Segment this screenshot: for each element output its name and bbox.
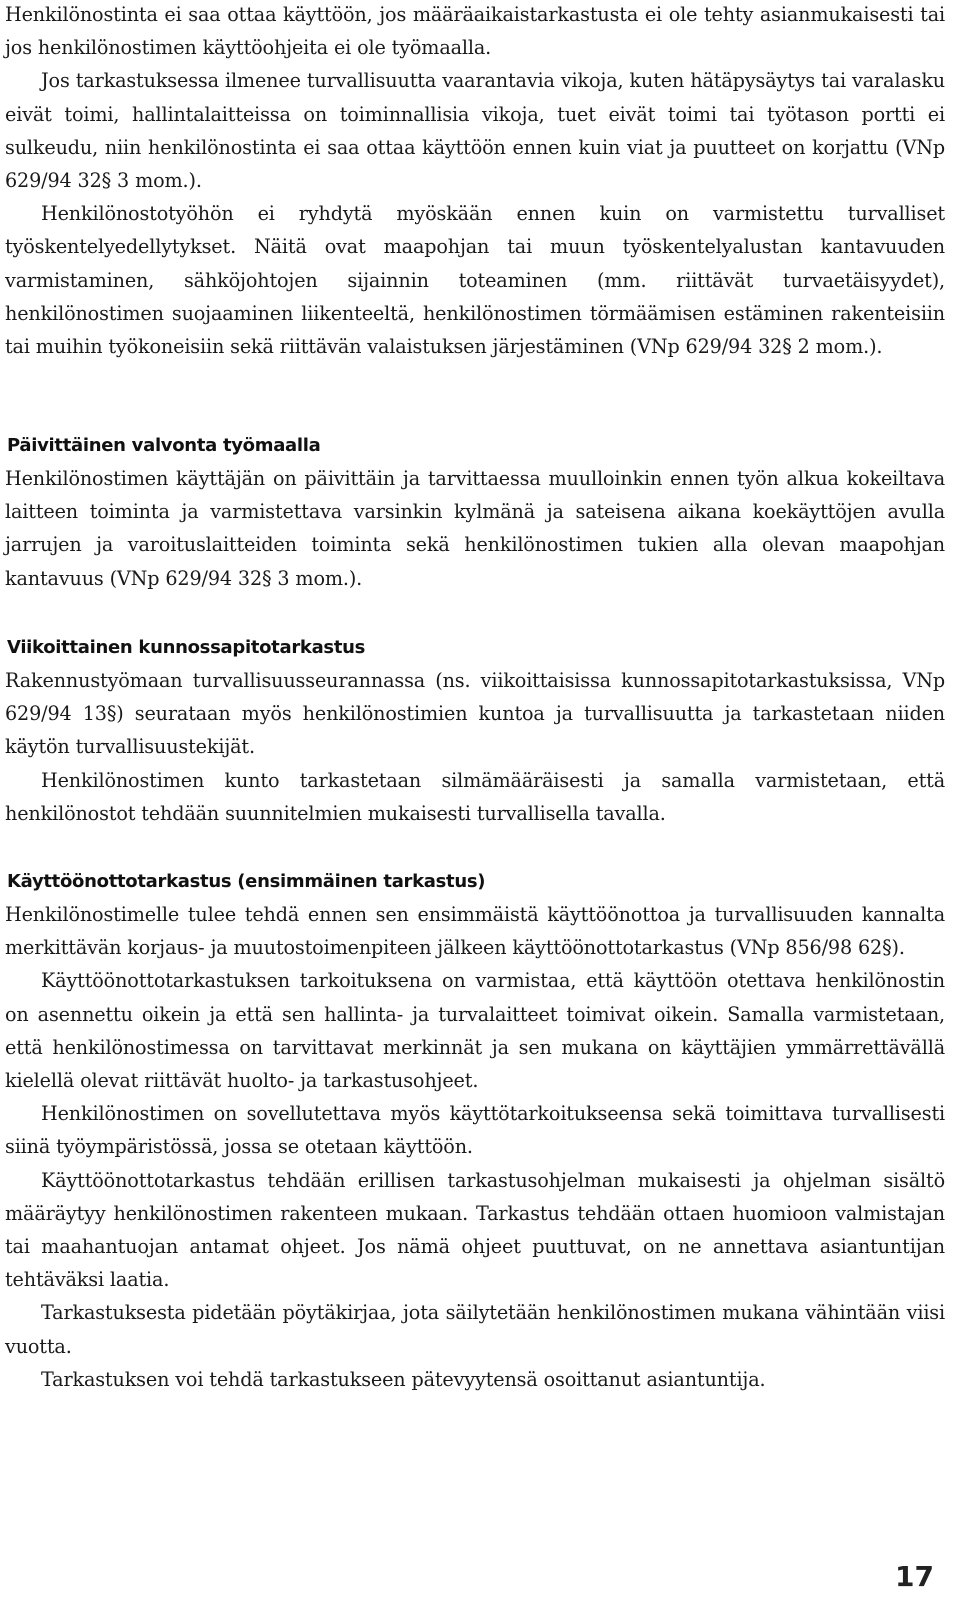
weekly-section <box>0 632 950 830</box>
commissioning-paragraph-6: Tarkastuksen voi tehdä tarkastukseen pätevyytensä osoittanut asiantuntija. <box>41 1367 766 1391</box>
commissioning-section <box>0 866 950 1396</box>
commissioning-paragraph-1: Henkilönostimelle tulee tehdä ennen sen ensimmäistä käyttöönottoa ja turvallisuuden kannalta merkittävän korjaus- ja muutostoimenpiteen jälkeen käyttöönottotarkastus (VNp 856/98 62§). <box>5 903 945 960</box>
page-number: 17 <box>895 1560 934 1593</box>
daily-section <box>0 430 950 595</box>
intro-paragraph-3: Henkilönostotyöhön ei ryhdytä myöskään ennen kuin on varmistettu turvalliset työskentelyedellytykset. Näitä ovat maapohjan tai muun työskentelyalustan kantavuuden varmistaminen, sähköjohtojen sijainnin toteaminen (mm. riittävät turvaetäisyydet), henkilönostimen suojaaminen liikenteeltä, henkilönostimen törmäämisen estäminen rakenteisiin tai muihin työkoneisiin sekä riittävän valaistuksen järjestäminen (VNp 629/94 32§ 2 mom.). <box>5 202 945 359</box>
commissioning-paragraph-4: Käyttöönottotarkastus tehdään erillisen tarkastusohjelman mukaisesti ja ohjelman sisältö määräytyy henkilönostimen rakenteen mukaan. Tarkastus tehdään ottaen huomioon valmistajan tai maahantuojan antamat ohjeet. Jos nämä ohjeet puuttuvat, on ne annettava asiantuntijan tehtäväksi laatia. <box>5 1168 945 1292</box>
commissioning-paragraph-3: Henkilönostimen on sovellutettava myös käyttötarkoitukseensa sekä toimittava turvallisesti siinä työympäristössä, jossa se otetaan käyttöön. <box>5 1102 945 1159</box>
weekly-heading: Viikoittainen kunnossapitotarkastus <box>7 637 366 658</box>
commissioning-paragraph-5: Tarkastuksesta pidetään pöytäkirjaa, jota säilytetään henkilönostimen mukana vähintään viisi vuotta. <box>5 1301 945 1358</box>
weekly-paragraph-2: Henkilönostimen kunto tarkastetaan silmämääräisesti ja samalla varmistetaan, että henkilönostot tehdään suunnitelmien mukaisesti turvallisella tavalla. <box>5 768 945 825</box>
intro-section <box>0 0 950 363</box>
daily-paragraph-1: Henkilönostimen käyttäjän on päivittäin ja tarvittaessa muulloinkin ennen työn alkua kokeiltava laitteen toiminta ja varmistettava varsinkin kylmänä ja sateisena aikana koekäyttöjen avulla jarrujen ja varoituslaitteiden toiminta sekä henkilönostimen tukien alla olevan maapohjan kantavuus (VNp 629/94 32§ 3 mom.). <box>5 467 945 590</box>
daily-heading: Päivittäinen valvonta työmaalla <box>7 435 321 456</box>
weekly-paragraph-1: Rakennustyömaan turvallisuusseurannassa (ns. viikoittaisissa kunnossapitotarkastuksissa, VNp 629/94 13§) seurataan myös henkilönostimien kuntoa ja turvallisuutta ja tarkastetaan niiden käytön turvallisuustekijät. <box>5 669 945 759</box>
intro-paragraph-1: Henkilönostinta ei saa ottaa käyttöön, jos määräaikaistarkastusta ei ole tehty asianmukaisesti tai jos henkilönostimen käyttöohjeita ei ole työmaalla. <box>5 3 945 60</box>
commissioning-heading: Käyttöönottotarkastus (ensimmäinen tarkastus) <box>7 871 486 892</box>
intro-paragraph-2: Jos tarkastuksessa ilmenee turvallisuutta vaarantavia vikoja, kuten hätäpysäytys tai varalasku eivät toimi, hallintalaitteissa on toiminnallisia vikoja, tuet eivät toimi tai työtason portti ei sulkeudu, niin henkilönostinta ei saa ottaa käyttöön ennen kuin viat ja puutteet on korjattu (VNp 629/94 32§ 3 mom.). <box>5 69 945 193</box>
commissioning-paragraph-2: Käyttöönottotarkastuksen tarkoituksena on varmistaa, että käyttöön otettava henkilönostin on asennettu oikein ja että sen hallinta- ja turvalaitteet toimivat oikein. Samalla varmistetaan, että henkilönostimessa on tarvittavat merkinnät ja sen mukana on käyttäjien ymmärrettävällä kielellä olevat riittävät huolto- ja tarkastusohjeet. <box>5 969 945 1093</box>
